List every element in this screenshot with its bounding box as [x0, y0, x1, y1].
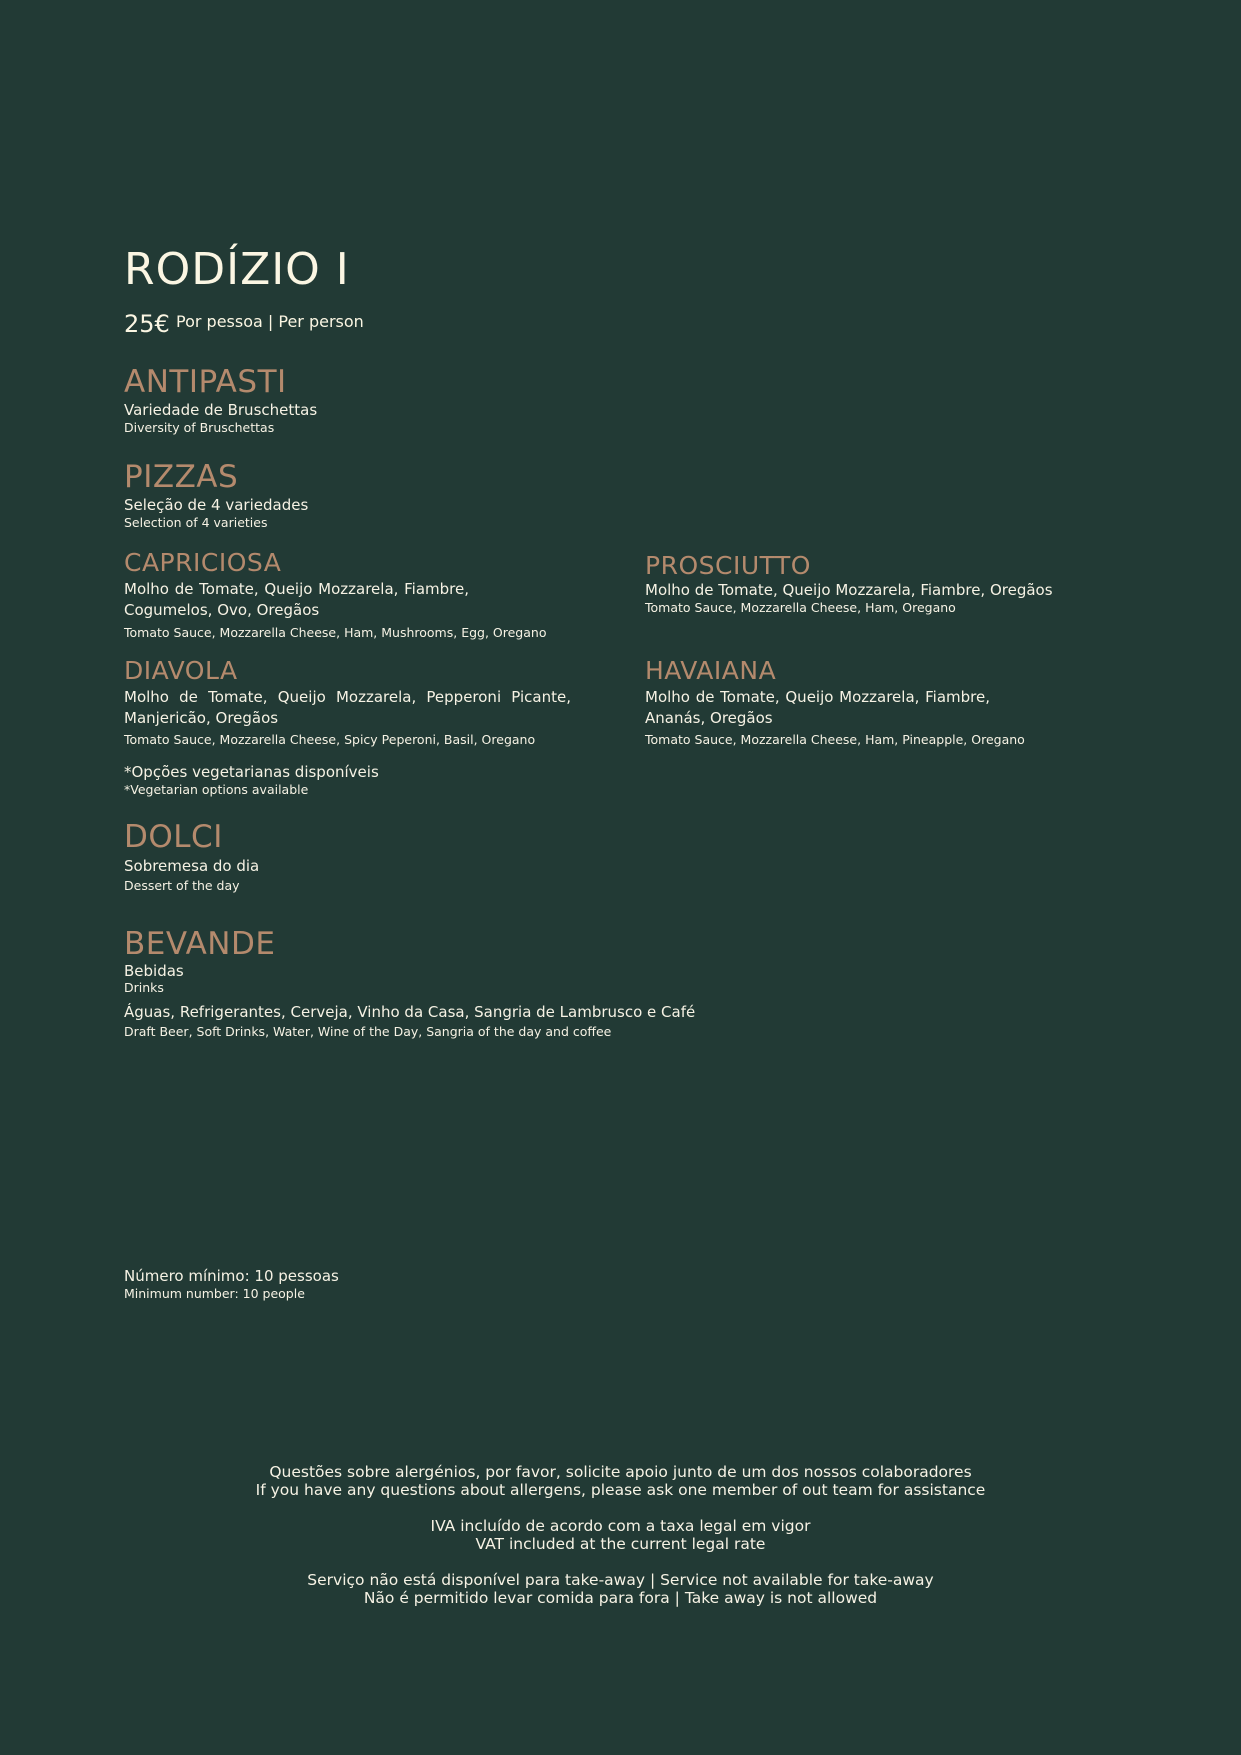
bevande-list-en: Draft Beer, Soft Drinks, Water, Wine of the Day, Sangria of the day and coffee [124, 1024, 612, 1039]
allergens-note-en: If you have any questions about allergens, please ask one member of out team for assistance [255, 1481, 986, 1499]
minimum-number-en: Minimum number: 10 people [124, 1286, 305, 1301]
dolci-heading: DOLCI [124, 819, 223, 855]
allergens-note-pt: Questões sobre alergénios, por favor, solicite apoio junto de um dos nossos colaboradores [269, 1463, 972, 1481]
service-note: Serviço não está disponível para take-away | Service not available for take-away [307, 1571, 934, 1589]
pizza-name-havaiana: HAVAIANA [645, 656, 777, 685]
pizza-desc-en-prosciutto: Tomato Sauce, Mozzarella Cheese, Ham, Oregano [645, 600, 956, 615]
antipasti-heading: ANTIPASTI [124, 364, 287, 400]
bevande-line-en: Drinks [124, 980, 164, 995]
vegetarian-note-en: *Vegetarian options available [124, 782, 309, 797]
bevande-heading: BEVANDE [124, 926, 276, 962]
pizza-desc-pt-diavola: Molho de Tomate, Queijo Mozzarela, Pepperoni Picante, Manjericão, Oregãos [124, 688, 571, 727]
pizza-name-prosciutto: PROSCIUTTO [645, 551, 811, 580]
antipasti-line-en: Diversity of Bruschettas [124, 420, 275, 435]
minimum-number-pt: Número mínimo: 10 pessoas [124, 1267, 339, 1285]
bevande-list-pt: Águas, Refrigerantes, Cerveja, Vinho da Casa, Sangria de Lambrusco e Café [124, 1003, 696, 1021]
pizza-name-capriciosa: CAPRICIOSA [124, 548, 282, 577]
pizzas-line-en: Selection of 4 varieties [124, 515, 268, 530]
pizza-desc-en-havaiana: Tomato Sauce, Mozzarella Cheese, Ham, Pineapple, Oregano [645, 732, 1025, 747]
menu-title: RODÍZIO I [124, 244, 350, 295]
menu-price: 25€ [124, 310, 170, 338]
vegetarian-note-pt: *Opções vegetarianas disponíveis [124, 763, 379, 781]
pizzas-line-pt: Seleção de 4 variedades [124, 496, 309, 514]
vat-note-pt: IVA incluído de acordo com a taxa legal em vigor [430, 1517, 811, 1535]
pizzas-heading: PIZZAS [124, 459, 239, 495]
price-per-person: Por pessoa | Per person [176, 312, 364, 331]
pizza-desc-en-capriciosa: Tomato Sauce, Mozzarella Cheese, Ham, Mushrooms, Egg, Oregano [124, 625, 547, 640]
vat-note-en: VAT included at the current legal rate [475, 1535, 766, 1553]
pizza-name-diavola: DIAVOLA [124, 656, 238, 685]
pizza-desc-pt-havaiana: Molho de Tomate, Queijo Mozzarela, Fiambre, Ananás, Oregãos [645, 688, 990, 727]
pizza-desc-en-diavola: Tomato Sauce, Mozzarella Cheese, Spicy Peperoni, Basil, Oregano [124, 732, 536, 747]
takeaway-note: Não é permitido levar comida para fora | Take away is not allowed [363, 1589, 878, 1607]
dolci-line-pt: Sobremesa do dia [124, 857, 260, 875]
pizza-desc-pt-prosciutto: Molho de Tomate, Queijo Mozzarela, Fiambre, Oregãos [645, 581, 1053, 599]
pizza-desc-pt-capriciosa: Molho de Tomate, Queijo Mozzarela, Fiambre, Cogumelos, Ovo, Oregãos [124, 580, 469, 619]
antipasti-line-pt: Variedade de Bruschettas [124, 401, 318, 419]
dolci-line-en: Dessert of the day [124, 878, 240, 893]
bevande-line-pt: Bebidas [124, 962, 184, 980]
